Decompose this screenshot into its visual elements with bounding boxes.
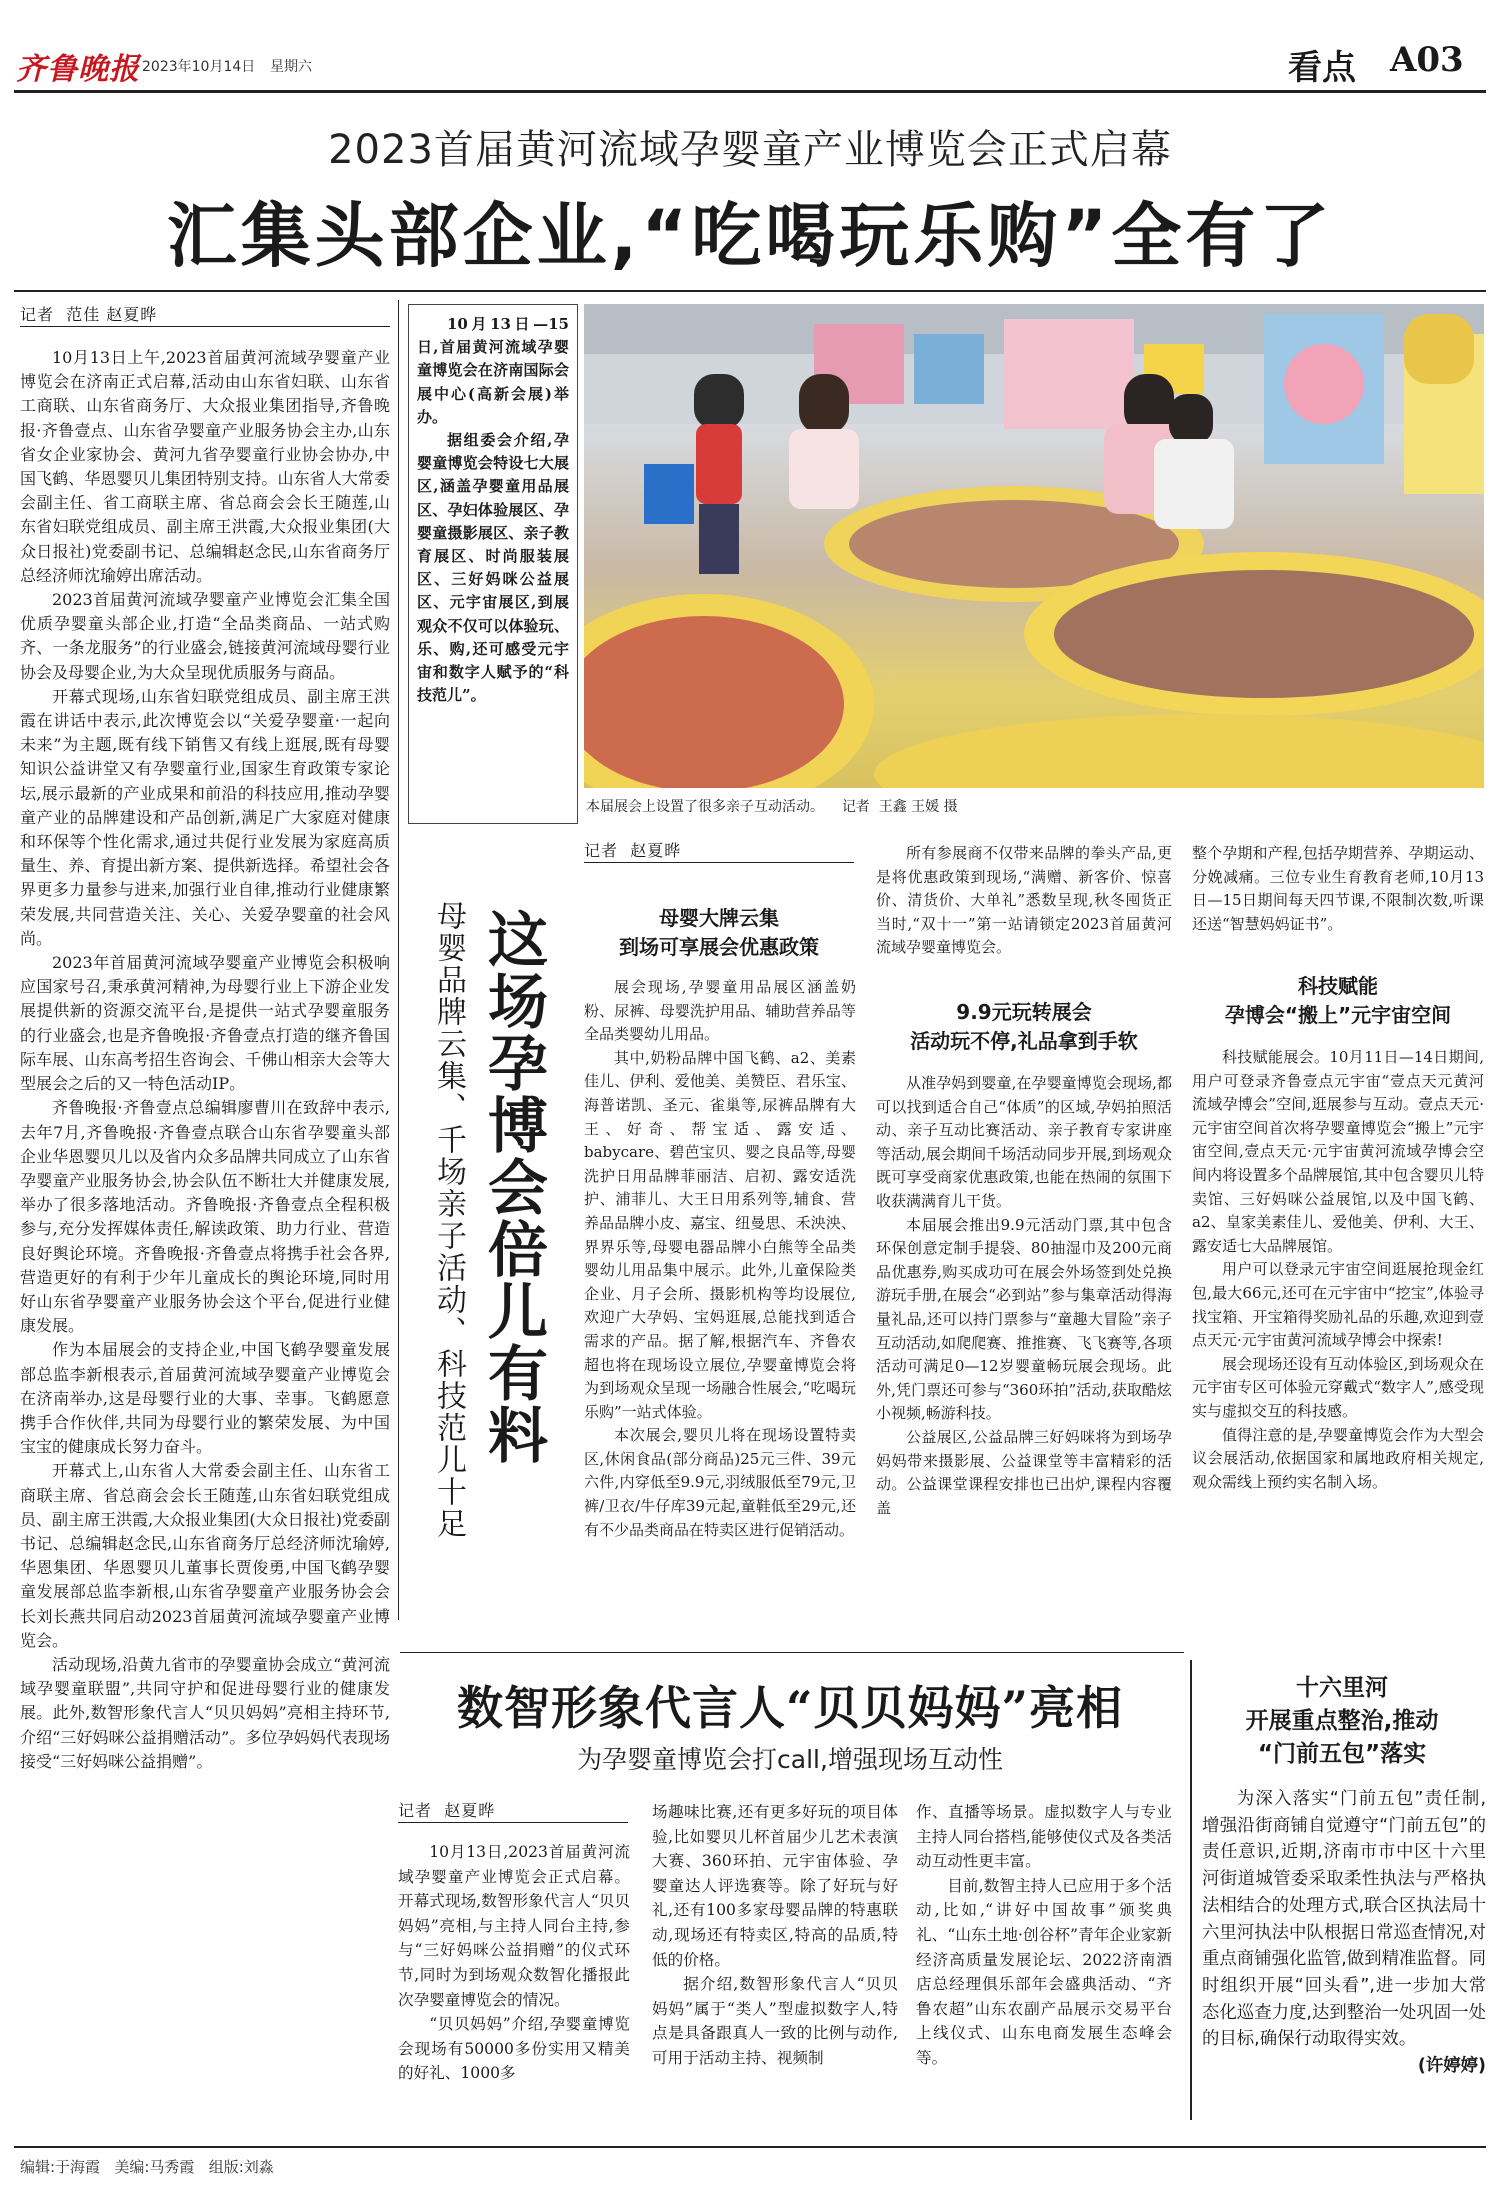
byline-label: 记者 [398, 1801, 433, 1820]
header-rule [14, 90, 1486, 93]
third-story-top-rule [400, 1652, 1184, 1653]
subhead-1 [584, 904, 854, 962]
second-paragraph: 本次展会,婴贝儿将在现场设置特卖区,休闲食品(部分商品)25元三件、39元六件,内穿低至9.9元,羽绒服低至79元,卫裤/卫衣/牛仔库39元起,童鞋低至29元,还有不少品类商品在特卖区进行促销活动。 [584, 1426, 856, 1539]
left-column-divider [398, 300, 399, 1620]
footer-rule [14, 2146, 1486, 2148]
byline-names: 赵夏晔 [630, 841, 682, 860]
lead-paragraph: 10月13日—15日,首届黄河流域孕婴童博览会在济南国际会展中心(高新会展)举办。 [417, 315, 569, 426]
masthead: 齐鲁晚报 [16, 52, 140, 87]
third-col-1 [398, 1840, 630, 2086]
third-story-subhead: 为孕婴童博览会打call,增强现场互动性 [577, 1745, 1003, 1774]
third-paragraph: “贝贝妈妈”介绍,孕婴童博览会现场有50000多份实用又精美的好礼、1000多 [398, 2015, 630, 2083]
subhead-3 [1192, 972, 1484, 1030]
third-col-2 [652, 1800, 898, 2071]
second-col-2b [876, 1072, 1172, 1520]
brief-headline [1200, 1672, 1484, 1771]
brief-body [1202, 1786, 1486, 2080]
subhead-2 [876, 998, 1172, 1056]
main-headline: 汇集头部企业,“吃喝玩乐购”全有了 [166, 195, 1334, 277]
brief-author: (许婷婷) [1417, 2056, 1486, 2077]
byline-names: 赵夏晔 [444, 1801, 496, 1820]
brief-headline-line-2: 开展重点整治,推动 [1245, 1708, 1439, 1734]
main-paragraph: 2023年首届黄河流域孕婴童产业博览会积极响应国家号召,秉承黄河精神,为母婴行业上下游企业发展提供新的资源交流平台,是提供一站式孕婴童服务的行业盛会,也是齐鲁晚报·齐鲁壹点打造的继齐鲁国际车展、山东高考招生咨询会、千佛山相亲大会等大型展会之后的又一特色活动IP。 [20, 953, 390, 1094]
brief-headline-line-3: “门前五包”落实 [1257, 1741, 1427, 1767]
third-paragraph: 作、直播等场景。虚拟数字人与专业主持人同台搭档,能够使仪式及各类活动互动性更丰富。 [916, 1803, 1172, 1871]
second-byline [584, 838, 681, 861]
subhead-3-line-1: 科技赋能 [1298, 974, 1378, 998]
main-paragraph: 活动现场,沿黄九省市的孕婴童协会成立“黄河流域孕婴童联盟”,共同守护和促进母婴行业的健康发展。此外,数智形象代言人“贝贝妈妈”亮相主持环节,介绍“三好妈咪公益捐赠活动”。多位孕妈妈代表现场接受“三好妈咪公益捐赠”。 [20, 1654, 390, 1771]
credit-names: 王鑫 王媛 摄 [878, 799, 958, 815]
second-paragraph: 科技赋能展会。10月11日—14日期间,用户可登录齐鲁壹点元宇宙“壹点天元黄河流域孕博会”空间,逛展参与互动。壹点天元·元宇宙空间首次将孕婴童博览会“搬上”元宇宙空间,壹点天元·元宇宙黄河流域孕博会空间内将设置多个品牌展馆,其中包含婴贝儿特卖馆、三好妈咪公益展馆,以及中国飞鹤、a2、皇家美素佳儿、爱他美、伊利、大王、露安适七大品牌展馆。 [1192, 1048, 1484, 1255]
caption-text: 本届展会上设置了很多亲子互动活动。 [586, 799, 824, 815]
lead-paragraph: 据组委会介绍,孕婴童博览会特设七大展区,涵盖孕婴童用品展区、孕妇体验展区、孕婴童摄影展区、亲子教育展区、时尚服装展区、三好妈咪公益展区、元宇宙展区,到展观众不仅可以体验玩、乐、购,还可感受元宇宙和数字人赋予的“科技范儿”。 [417, 431, 569, 705]
main-byline [20, 302, 157, 325]
third-paragraph: 场趣味比赛,还有更多好玩的项目体验,比如婴贝儿杯首届少儿艺术表演大赛、360环拍、元宇宙体验、孕婴童达人评选赛等。除了好玩与好礼,还有100多家母婴品牌的特惠联动,现场还有特卖区,特高的品质,特低的价格。 [652, 1803, 898, 1969]
second-paragraph: 整个孕期和产程,包括孕期营养、孕期运动、分娩减痛。三位专业生育教育老师,10月13日—15日期间每天四节课,不限制次数,听课还送“智慧妈妈证书”。 [1192, 844, 1484, 933]
third-paragraph: 10月13日,2023首届黄河流域孕婴童产业博览会正式启幕。开幕式现场,数智形象代言人“贝贝妈妈”亮相,与主持人同台主持,参与“三好妈咪公益捐赠”的仪式环节,同时为到场观众数智化播报此次孕婴童博览会的情况。 [398, 1843, 630, 2009]
main-story-body [20, 346, 390, 1774]
issue-date: 2023年10月14日 [142, 59, 256, 75]
issue-weekday: 星期六 [270, 59, 312, 75]
second-col-2 [876, 842, 1172, 960]
main-paragraph: 开幕式现场,山东省妇联党组成员、副主席王洪霞在讲话中表示,此次博览会以“关爱孕婴童·一起向未来”为主题,既有线下销售又有线上逛展,既有母婴知识公益讲堂又有孕婴童行业,国家生育政策专家论坛,展示最新的产业成果和前沿的科技应用,推动孕婴童产业的品牌建设和产品创新,满足广大家庭对健康和环保等个性化需求,通过共促行业发展为家庭高质量生、养、育提出新方案、提供新选择。希望社会各界更多力量参与进来,加强行业自律,推动行业健康繁荣发展,共同营造关注、关心、关爱孕婴童的社会风尚。 [20, 686, 390, 948]
subhead-2-line-2: 活动玩不停,礼品拿到手软 [910, 1029, 1138, 1053]
exhibition-photo [584, 304, 1484, 788]
subhead-2-line-1: 9.9元玩转展会 [956, 1000, 1092, 1024]
second-paragraph: 展会现场还设有互动体验区,到场观众在元宇宙专区可体验元穿戴式“数字人”,感受现实与虚拟交互的科技感。 [1192, 1354, 1484, 1420]
second-paragraph: 展会现场,孕婴童用品展区涵盖奶粉、尿裤、母婴洗护用品、辅助营养品等全品类婴幼儿用品。 [584, 978, 856, 1044]
second-col-1 [584, 976, 856, 1542]
second-col-3b [1192, 1046, 1484, 1494]
brief-paragraph: 为深入落实“门前五包”责任制,增强沿街商铺自觉遵守“门前五包”的责任意识,近期,济南市市中区十六里河街道城管委采取柔性执法与严格执法相结合的处理方式,联合区执法局十六里河执法中队根据日常巡查情况,对重点商铺强化监管,做到精准监督。同时组织开展“回头看”,进一步加大常态化巡查力度,达到整治一处巩固一处的目标,确保行动取得实效。 [1202, 1789, 1486, 2050]
third-paragraph: 据介绍,数智形象代言人“贝贝妈妈”属于“类人”型虚拟数字人,特点是具备跟真人一致的比例与动作,可用于活动主持、视频制 [652, 1975, 898, 2067]
second-paragraph: 所有参展商不仅带来品牌的拳头产品,更是将优惠政策到现场,“满赠、新客价、惊喜价、清货价、大单礼”悉数呈现,秋冬囤货正当时,“双十一”第一站请锁定2023首届黄河流域孕婴童博览会。 [876, 844, 1172, 957]
main-paragraph: 开幕式上,山东省人大常委会副主任、山东省工商联主席、省总商会会长王随莲,山东省妇联党组成员、副主席王洪霞,大众报业集团(大众日报社)党委副书记、总编辑赵念民,山东省商务厅总经济师沈瑜婷,华恩集团、华恩婴贝儿董事长贾俊勇,中国飞鹤孕婴童发展部总监李新根,山东省孕婴童产业服务协会会长刘长燕共同启动2023首届黄河流域孕婴童产业博览会。 [20, 1461, 390, 1650]
second-story-headline: 这场孕博会倍儿有料 [478, 908, 548, 1466]
photo-illustration [584, 304, 1484, 788]
byline-label: 记者 [20, 305, 55, 324]
credit-label: 记者 [841, 799, 870, 815]
byline-label: 记者 [584, 841, 619, 860]
subhead-1-line-1: 母婴大牌云集 [659, 906, 779, 930]
footer-credits: 编辑:于海霞 美编:马秀霞 组版:刘淼 [20, 2158, 274, 2176]
left-byline-rule [20, 326, 390, 327]
third-story-headline: 数智形象代言人“贝贝妈妈”亮相 [457, 1681, 1123, 1735]
third-byline-rule [398, 1822, 628, 1823]
second-paragraph: 用户可以登录元宇宙空间逛展抢现金红包,最大66元,还可在元宇宙中“挖宝”,体验寻找宝箱、开宝箱得奖励礼品的乐趣,欢迎到壹点天元·元宇宙黄河流域孕博会中探索! [1192, 1260, 1484, 1350]
main-paragraph: 齐鲁晚报·齐鲁壹点总编辑廖曹川在致辞中表示,去年7月,齐鲁晚报·齐鲁壹点联合山东省孕婴童头部企业华恩婴贝儿以及省内众多品牌共同成立了山东省孕婴童产业服务协会,协会队伍不断壮大并健康发展,举办了很多落地活动。齐鲁晚报·齐鲁壹点全程积极参与,充分发挥媒体责任,解读政策、助力行业、营造良好舆论环境。齐鲁晚报·齐鲁壹点将携手社会各界,营造更好的有利于少年儿童成长的舆论环境,同时用好山东省孕婴童产业服务协会这个平台,促进行业健康发展。 [20, 1098, 390, 1336]
second-paragraph: 本届展会推出9.9元活动门票,其中包含环保创意定制手提袋、80抽湿巾及200元商品优惠券,购买成功可在展会外场签到处兑换游玩手册,在展会“必到站”参与集章活动得海量礼品,还可以持门票参与“童趣大冒险”亲子互动活动,如爬爬赛、推推赛、飞飞赛等,各项活动可满足0—12岁婴童畅玩展会现场。此外,凭门票还可参与“360环拍”活动,获取酷炫小视频,畅游科技。 [876, 1215, 1172, 1423]
second-paragraph: 其中,奶粉品牌中国飞鹤、a2、美素佳儿、伊利、爱他美、美赞臣、君乐宝、海普诺凯、圣元、雀巢等,尿裤品牌有大王、好奇、帮宝适、露安适、babycare、碧芭宝贝、婴之良品等,母婴洗护日用品牌菲丽洁、启初、露安适洗护、浦菲儿、大王日用系列等,辅食、营养品品牌小皮、嘉宝、纽曼思、禾泱泱、界界乐等,母婴电器品牌小白熊等全品类婴幼儿用品集中展示。此外,儿童保险类企业、月子会所、摄影机构等均设展位,欢迎广大孕妈、宝妈逛展,总能找到适合需求的产品。据了解,根据汽车、齐鲁农超也将在现场设立展位,孕婴童博览会将为到场观众呈现一场融合性展会,“吃喝玩乐购”一站式体验。 [584, 1048, 856, 1421]
second-paragraph: 从准孕妈到婴童,在孕婴童博览会现场,都可以找到适合自己“体质”的区域,孕妈拍照活动、亲子互动比赛活动、亲子教育专家讲座等活动,展会期间千场活动同步开展,到场观众既可享受商家优惠政策,也能在热闹的氛围下收获满满育儿干货。 [876, 1074, 1172, 1210]
second-col-3 [1192, 842, 1484, 936]
second-byline-rule [584, 862, 854, 863]
headline-rule [14, 290, 1486, 292]
third-col-3 [916, 1800, 1172, 2071]
photo-caption [586, 796, 958, 816]
second-paragraph: 公益展区,公益品牌三好妈咪将为到场孕妈妈带来摄影展、公益课堂等丰富精彩的活动。公益课堂课程安排也已出炉,课程内容覆盖 [876, 1427, 1172, 1517]
lead-box [408, 304, 578, 824]
section-label: 看点 [1288, 48, 1356, 88]
main-kicker: 2023首届黄河流域孕婴童产业博览会正式启幕 [328, 127, 1172, 173]
page-number: A03 [1390, 40, 1464, 80]
main-paragraph: 10月13日上午,2023首届黄河流域孕婴童产业博览会在济南正式启幕,活动由山东省妇联、山东省工商联、山东省商务厅、大众报业集团指导,齐鲁晚报·齐鲁壹点、山东省孕婴童产业服务协会主办,山东省女企业家协会、黄河九省孕婴童行业协会协办,中国飞鹤、华恩婴贝儿集团特别支持。山东省人大常委会副主任、省工商联主席、省总商会会长王随莲,山东省妇联党组成员、副主席王洪霞,大众报业集团(大众日报社)党委副书记、总编辑赵念民,山东省商务厅总经济师沈瑜婷出席活动。 [20, 348, 390, 585]
byline-names: 范佳 赵夏晔 [66, 305, 158, 324]
main-paragraph: 作为本届展会的支持企业,中国飞鹤孕婴童发展部总监李新根表示,首届黄河流域孕婴童产业博览会在济南举办,这是母婴行业的大事、幸事。飞鹤愿意携手合作伙伴,共同为母婴行业的繁荣发展、为中国宝宝的健康成长努力奋斗。 [20, 1340, 390, 1457]
main-paragraph: 2023首届黄河流域孕婴童产业博览会汇集全国优质孕婴童头部企业,打造“全品类商品、一站式购齐、一条龙服务”的行业盛会,链接黄河流域母婴行业协会及母婴企业,为大众呈现优质服务与商品。 [20, 590, 390, 682]
subhead-3-line-2: 孕博会“搬上”元宇宙空间 [1224, 1003, 1452, 1027]
second-paragraph: 值得注意的是,孕婴童博览会作为大型会议会展活动,依据国家和属地政府相关规定,观众需线上预约实名制入场。 [1192, 1425, 1484, 1491]
second-story-deck: 母婴品牌云集、千场亲子活动、科技范儿十足 [431, 900, 466, 1540]
brief-headline-line-1: 十六里河 [1296, 1675, 1388, 1701]
third-paragraph: 目前,数智主持人已应用于多个活动,比如,“讲好中国故事”颁奖典礼、“山东土地·创谷杯”青年企业家新经济高质量发展论坛、2022济南酒店总经理俱乐部年会盛典活动、“齐鲁农超”山东农副产品展示交易平台上线仪式、山东电商发展生态峰会等。 [916, 1876, 1172, 2067]
subhead-1-line-2: 到场可享展会优惠政策 [619, 935, 819, 959]
brief-divider [1190, 1660, 1192, 2120]
third-byline [398, 1798, 495, 1821]
